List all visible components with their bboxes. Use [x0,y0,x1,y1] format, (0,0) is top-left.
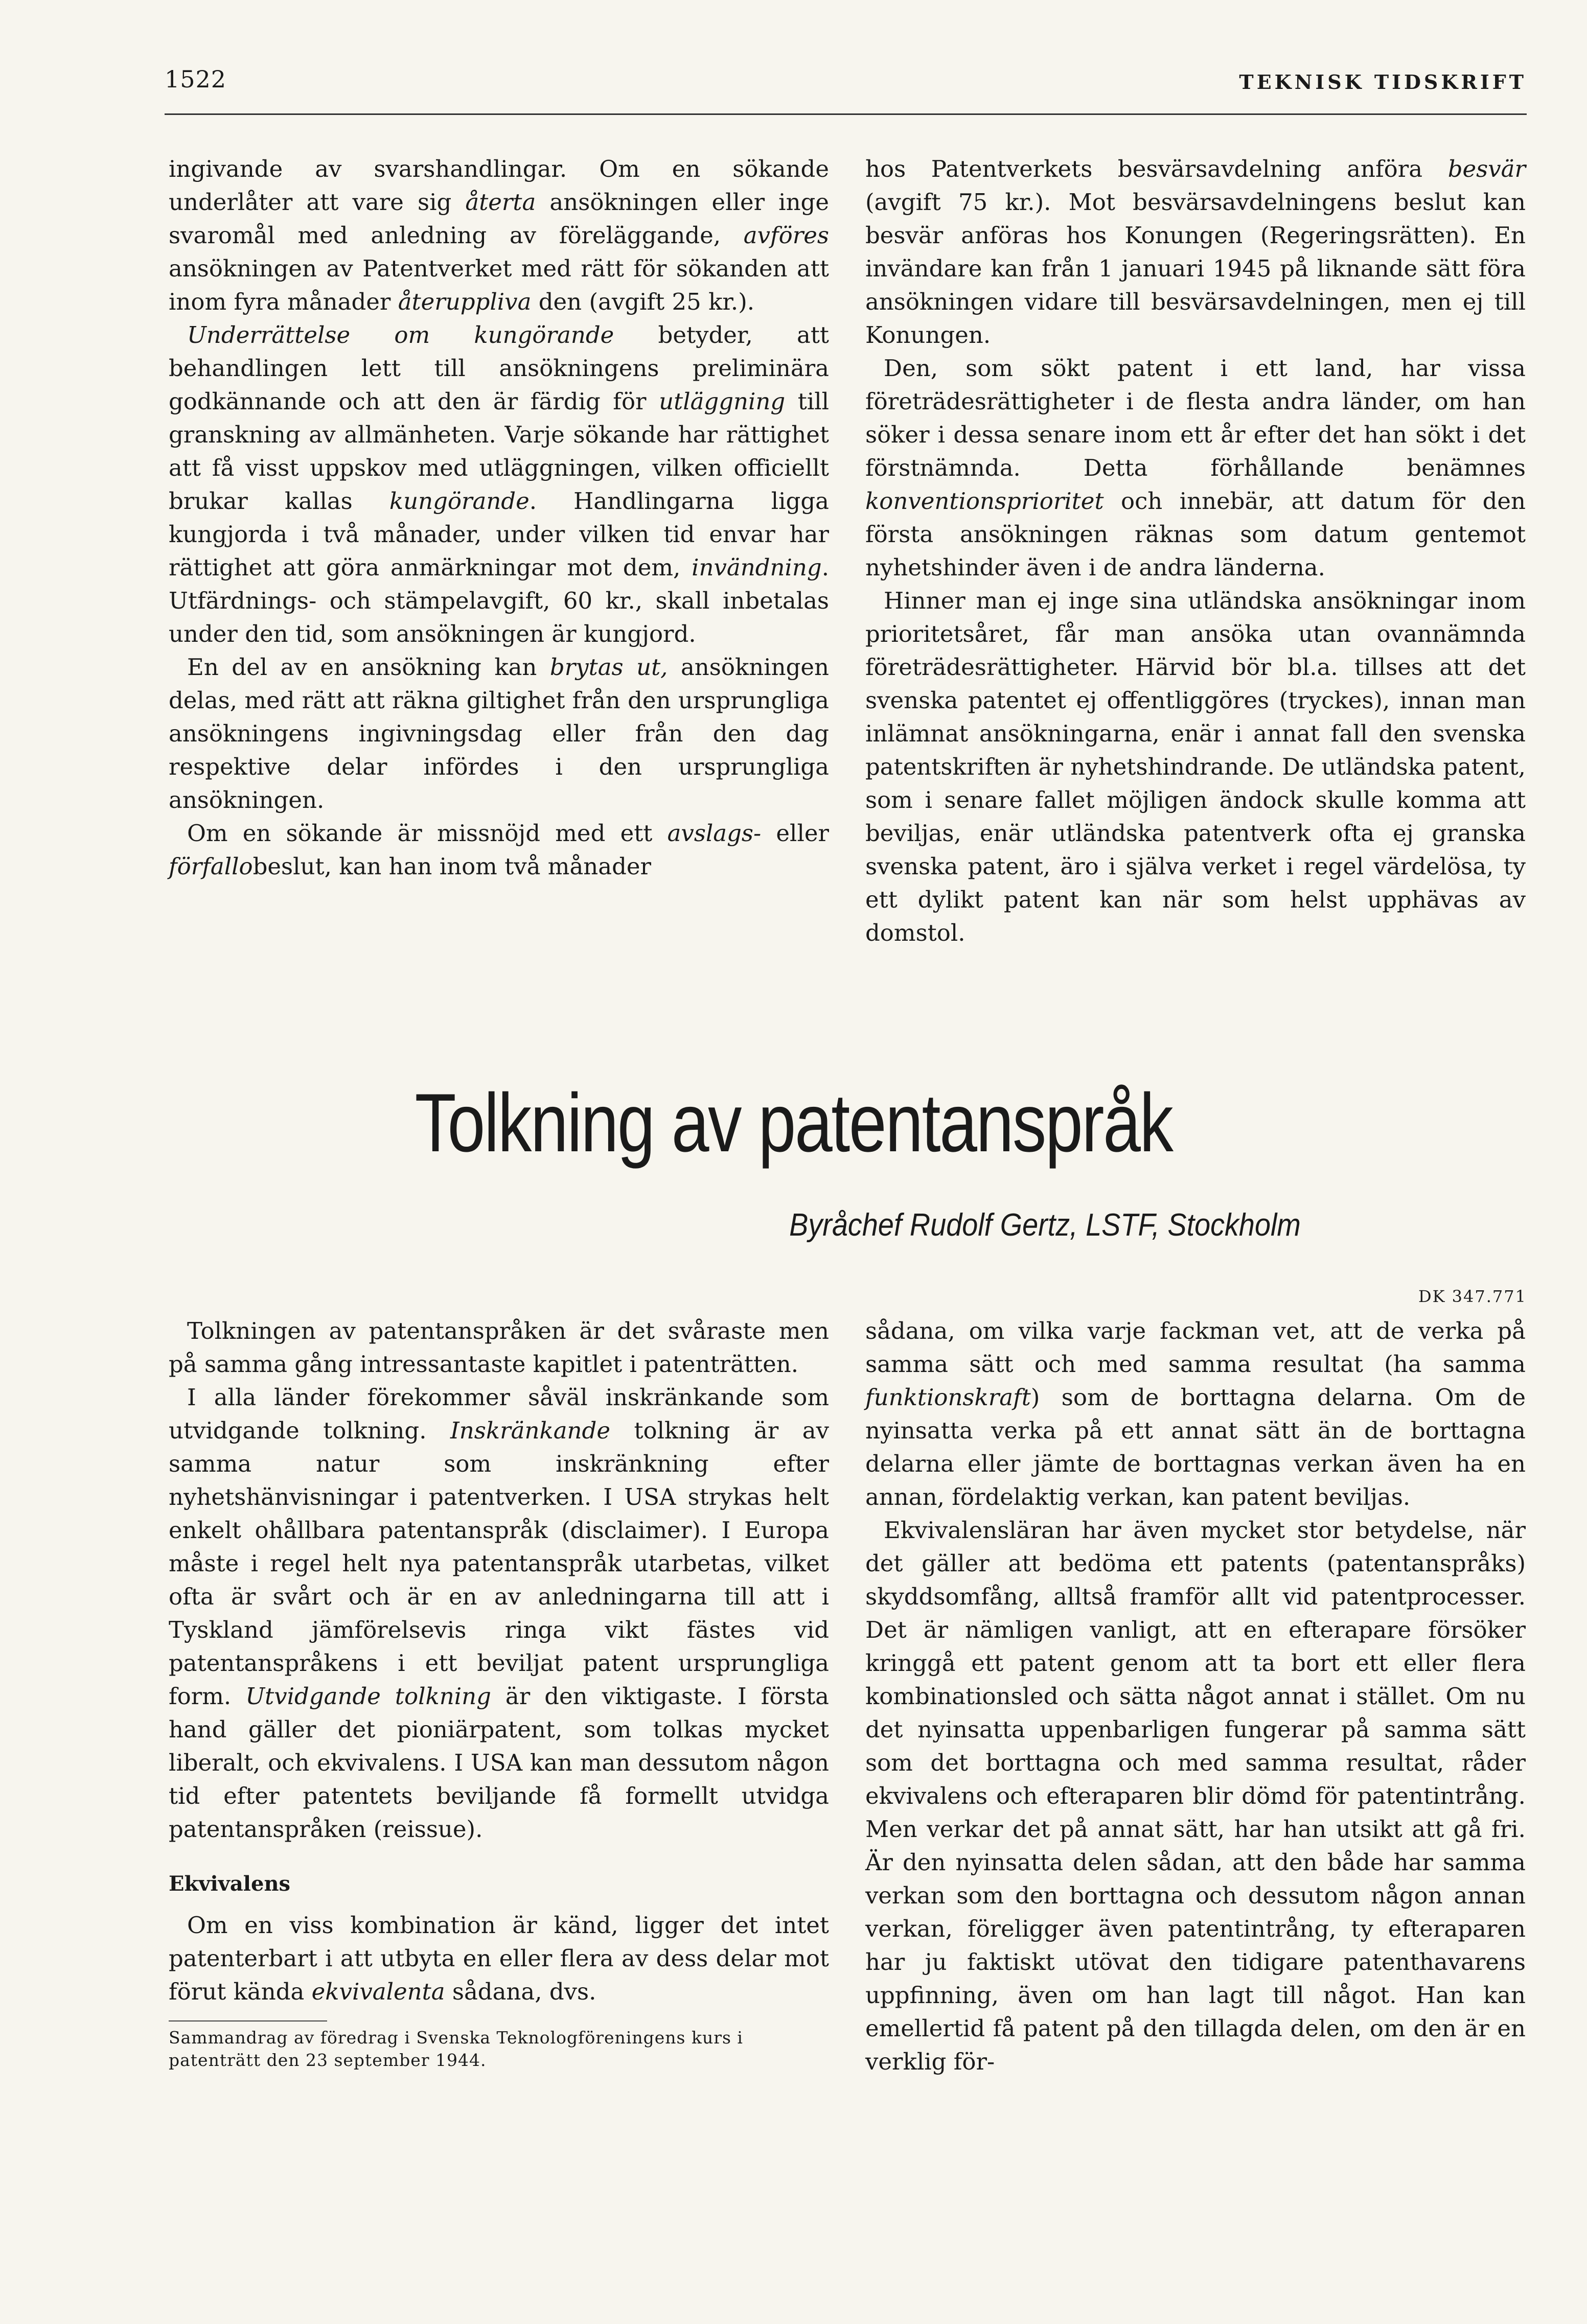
paragraph: sådana, om vilka varje fackman vet, att de verka på samma sätt och med samma resultat (ha samma funktionskraft) som de borttagna delarna. Om de nyinsatta verka på ett annat sätt än de borttagna delarna eller jämte de borttagnas verkan även ha en annan, fördelaktig verkan, kan patent beviljas. [865,1317,1526,1510]
paragraph: Ekvivalensläran har även mycket stor betydelse, när det gäller att bedöma ett patents (patentanspråks) skyddsomfång, alltså framför allt vid patentprocesser. Det är nämligen vanligt, att en efterapare försöker kringgå ett patent genom att ta bort ett eller flera kombinationsled och sätta något annat i stället. Om nu det nyinsatta uppenbarligen fungerar på samma sätt som det borttagna och med samma resultat, råder ekvivalens och efteraparen blir dömd för patentintrång. Men verkar det på annat sätt, har han utsikt att gå fri. Är den nyinsatta delen sådan, att den både har samma verkan som den borttagna och dessutom någon annan verkan, föreligger även patentintrång, ty efteraparen har ju faktiskt utövat den tidigare patenthavarens uppfinning, även om han lagt till något. Han kan emellertid få patent på den tillagda delen, om den är en verklig för- [865,1517,1526,2075]
journal-name: TEKNISK TIDSKRIFT [1239,71,1527,94]
paragraph: Om en sökande är missnöjd med ett avslags- eller förfallobeslut, kan han inom två månader [169,820,829,880]
footnote: Sammandrag av föredrag i Svenska Teknologföreningens kurs i patenträtt den 23 september 1944. [169,2028,743,2070]
section-heading: Ekvivalens [169,1872,291,1896]
paragraph: Hinner man ej inge sina utländska ansökningar inom prioritetsåret, får man ansöka utan ovannämnda företrädesrättigheter. Härvid bör bl.a. tillses att det svenska patentet ej offentliggöres (tryckes), innan man inlämnat ansökningarna, enär i annat fall den svenska patentskriften är nyhetshindrande. De utländska patent, som i senare fallet möjligen ändock skulle komma att beviljas, enär utländska patentverk ofta ej granska svenska patent, äro i själva verket i regel värdelösa, ty ett dylikt patent kan när som helst upphävas av domstol. [865,587,1526,946]
paragraph: Underrättelse om kungörande betyder, att behandlingen lett till ansökningens preliminära godkännande och att den är färdig för utläggning till granskning av allmänheten. Varje sökande har rättighet att få visst uppskov med utläggningen, vilken officiellt brukar kallas kungörande. Handlingarna ligga kungjorda i två månader, under vilken tid envar har rättighet att göra anmärkningar mot dem, invändning. Utfärdnings- och stämpelavgift, 60 kr., skall inbetalas under den tid, som ansökningen är kungjord. [169,321,830,647]
header-rule [165,113,1527,115]
page-number: 1522 [165,65,227,93]
paragraph: I alla länder förekommer såväl inskränkande som utvidgande tolkning. Inskränkande tolkning är av samma natur som inskränkning efter nyhetshänvisningar i patentverken. I USA strykas helt enkelt ohållbara patentanspråk (disclaimer). I Europa måste i regel helt nya patentanspråk utarbetas, vilket ofta är svårt och är en av anledningarna till att i Tyskland jämförelsevis ringa vikt fästes vid patentanspråkens i ett beviljat patent ursprungliga form. Utvidgande tolkning är den viktigaste. I första hand gäller det pioniärpatent, som tolkas mycket liberalt, och ekvivalens. I USA kan man dessutom någon tid efter patentets beviljande få formellt utvidga patentanspråken (reissue). [169,1384,829,1843]
paragraph: Den, som sökt patent i ett land, har vissa företrädesrättigheter i de flesta andra länder, om han söker i dessa senare inom ett år efter det han sökt i det förstnämnda. Detta förhållande benämnes konventionsprioritet och innebär, att datum för den första ansökningen räknas som datum gentemot nyhetshinder även i de andra länderna. [865,355,1526,581]
paragraph: En del av en ansökning kan brytas ut, ansökningen delas, med rätt att räkna giltighet från den ursprungliga ansökningens ingivningsdag eller från den dag respektive delar infördes i den ursprungliga ansökningen. [169,654,829,814]
article-left-column [169,1314,829,2072]
paragraph: Tolkningen av patentanspråken är det svåraste men på samma gång intressantaste kapitlet i patenträtten. [169,1317,829,1378]
previous-article-left-column [169,152,829,883]
footnote-rule [169,2020,327,2021]
paragraph: ingivande av svarshandlingar. Om en sökande underlåter att vare sig återta ansökningen eller inge svaromål med anledning av föreläggande, avföres ansökningen av Patentverket med rätt för sökanden att inom fyra månader återuppliva den (avgift 25 kr.). [169,155,829,315]
paragraph: Om en viss kombination är känd, ligger det intet patenterbart i att utbyta en eller flera av dess delar mot förut kända ekvivalenta sådana, dvs. [169,1912,829,2005]
article-title: Tolkning av patentanspråk [415,1077,1172,1169]
dk-classification: DK 347.771 [1418,1287,1527,1306]
article-right-column [865,1314,1526,2078]
article-author: Byråchef Rudolf Gertz, LSTF, Stockholm [789,1207,1301,1243]
previous-article-right-column [865,152,1526,949]
paragraph: hos Patentverkets besvärsavdelning anföra besvär (avgift 75 kr.). Mot besvärsavdelningens beslut kan besvär anföras hos Konungen (Regeringsrätten). En invändare kan från 1 januari 1945 på liknande sätt föra ansökningen vidare till besvärsavdelningen, men ej till Konungen. [865,155,1526,348]
